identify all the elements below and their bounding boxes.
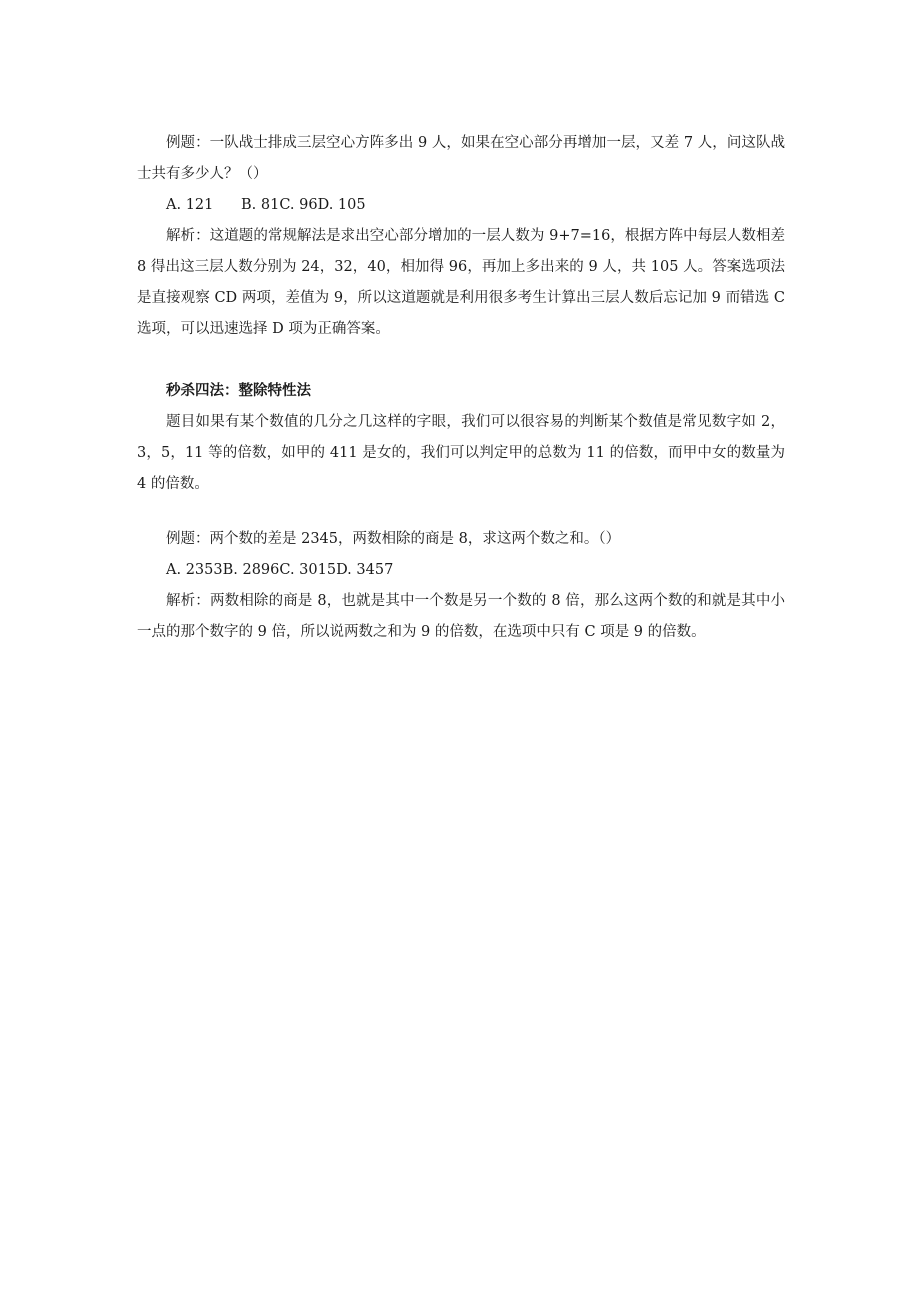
method-intro: 题目如果有某个数值的几分之几这样的字眼，我们可以很容易的判断某个数值是常见数字如 2，3，5，11 等的倍数，如甲的 411 是女的，我们可以判定甲的总数为 11 的倍数，而甲中女的数量为 4 的倍数。 — [137, 414, 785, 492]
example-question-1: 例题：一队战士排成三层空心方阵多出 9 人，如果在空心部分再增加一层，又差 7 人，问这队战士共有多少人？（） — [137, 135, 785, 182]
analysis-2: 解析：两数相除的商是 8，也就是其中一个数是另一个数的 8 倍，那么这两个数的和就是其中小一点的那个数字的 9 倍，所以说两数之和为 9 的倍数，在选项中只有 C 项是 9 的倍数。 — [137, 593, 785, 640]
section-heading: 秒杀四法：整除特性法 — [166, 383, 311, 399]
section-gap — [137, 500, 785, 524]
section-gap — [137, 345, 785, 376]
answer-options-1: A. 121 B. 81C. 96D. 105 — [166, 197, 366, 213]
document-page — [137, 128, 785, 648]
answer-options-2: A. 2353B. 2896C. 3015D. 3457 — [166, 562, 394, 578]
example-question-2: 例题：两个数的差是 2345，两数相除的商是 8，求这两个数之和。（） — [166, 531, 621, 547]
analysis-1: 解析：这道题的常规解法是求出空心部分增加的一层人数为 9+7=16，根据方阵中每层人数相差 8 得出这三层人数分别为 24，32，40，相加得 96，再加上多出来的 9 人，共 105 人。答案选项法是直接观察 CD 两项，差值为 9，所以这道题就是利用很多考生计算出三层人数后忘记加 9 而错选 C 选项，可以迅速选择 D 项为正确答案。 — [137, 228, 785, 337]
